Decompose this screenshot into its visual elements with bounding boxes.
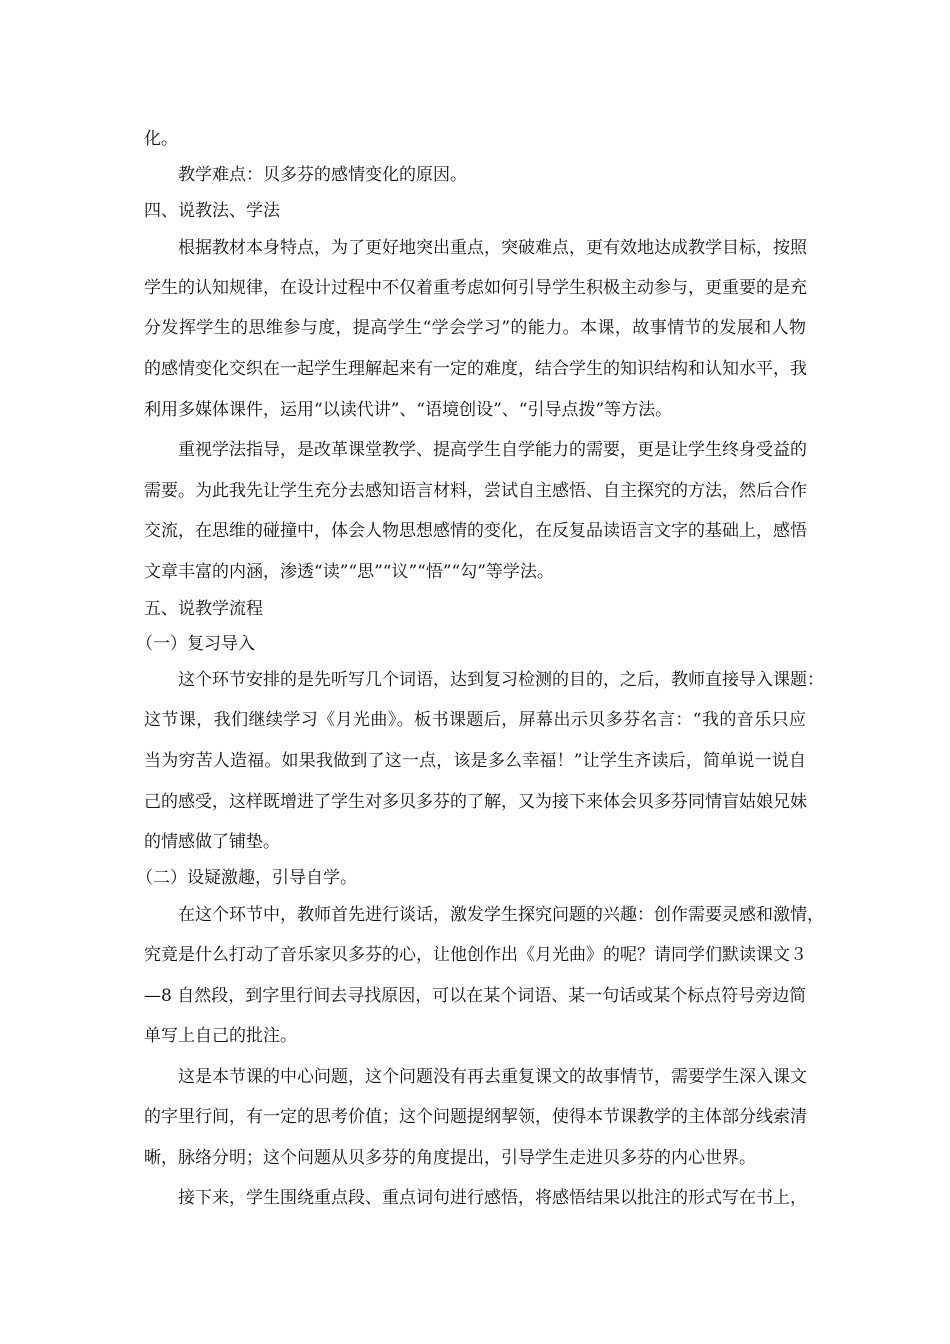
text-line: 根据教材本身特点，为了更好地突出重点，突破难点，更有效地达成教学目标，按照 xyxy=(178,238,807,258)
text-line: 的字里行间，有一定的思考价值；这个问题提纲挈领，使得本节课教学的主体部分线索清 xyxy=(144,1107,807,1127)
subsection-heading: （一）复习导入 xyxy=(136,634,255,654)
text-line: 的情感做了铺垫。 xyxy=(144,832,280,852)
text-line: —8 自然段，到字里行间去寻找原因，可以在某个词语、某一句话或某个标点符号旁边简 xyxy=(144,986,807,1006)
section-heading: 五、说教学流程 xyxy=(144,599,263,619)
text-line: 学生的认知规律，在设计过程中不仅着重考虑如何引导学生积极主动参与，更重要的是充 xyxy=(144,278,807,298)
text-line: 化。 xyxy=(144,129,178,149)
text-line: 文章丰富的内涵，渗透“读”“思”“议”“悟”“勾”等学法。 xyxy=(144,562,554,582)
text-line: 单写上自己的批注。 xyxy=(144,1026,297,1046)
text-line: 的感情变化交织在一起学生理解起来有一定的难度，结合学生的知识结构和认知水平，我 xyxy=(144,359,807,379)
section-heading: 四、说教法、学法 xyxy=(144,201,280,221)
text-line: 这个环节安排的是先听写几个词语，达到复习检测的目的，之后，教师直接导入课题： xyxy=(178,670,824,690)
text-line: 在这个环节中，教师首先进行谈话，激发学生探究问题的兴趣：创作需要灵感和激情， xyxy=(178,905,824,925)
text-line: 接下来，学生围绕重点段、重点词句进行感悟，将感悟结果以批注的形式写在书上， xyxy=(178,1188,807,1208)
text-line: 晰，脉络分明；这个问题从贝多芬的角度提出，引导学生走进贝多芬的内心世界。 xyxy=(144,1148,756,1168)
text-line: 需要。为此我先让学生充分去感知语言材料，尝试自主感悟、自主探究的方法，然后合作 xyxy=(144,481,807,501)
text-line: 分发挥学生的思维参与度，提高学生“学会学习”的能力。本课，故事情节的发展和人物 xyxy=(144,318,806,338)
text-line: 究竟是什么打动了音乐家贝多芬的心，让他创作出《月光曲》的呢？请同学们默读课文３ xyxy=(144,945,807,965)
text-line: 交流，在思维的碰撞中，体会人物思想感情的变化，在反复品读语言文字的基础上，感悟 xyxy=(144,521,807,541)
text-line: 这节课，我们继续学习《月光曲》。板书课题后，屏幕出示贝多芬名言：“我的音乐只应 xyxy=(144,710,806,730)
text-line: 利用多媒体课件，运用“以读代讲”、“语境创设”、“引导点拨”等方法。 xyxy=(144,400,673,420)
text-line: 己的感受，这样既增进了学生对多贝多芬的了解，又为接下来体会贝多芬同情盲姑娘兄妹 xyxy=(144,792,807,812)
text-line: 这是本节课的中心问题，这个问题没有再去重复课文的故事情节，需要学生深入课文 xyxy=(178,1067,807,1087)
subsection-heading: （二）设疑激趣，引导自学。 xyxy=(136,868,357,888)
text-line: 重视学法指导，是改革课堂教学、提高学生自学能力的需要，更是让学生终身受益的 xyxy=(178,440,807,460)
text-line: 当为穷苦人造福。如果我做到了这一点，该是多么幸福！”让学生齐读后，简单说一说自 xyxy=(144,751,806,771)
text-line: 教学难点：贝多芬的感情变化的原因。 xyxy=(178,165,467,185)
